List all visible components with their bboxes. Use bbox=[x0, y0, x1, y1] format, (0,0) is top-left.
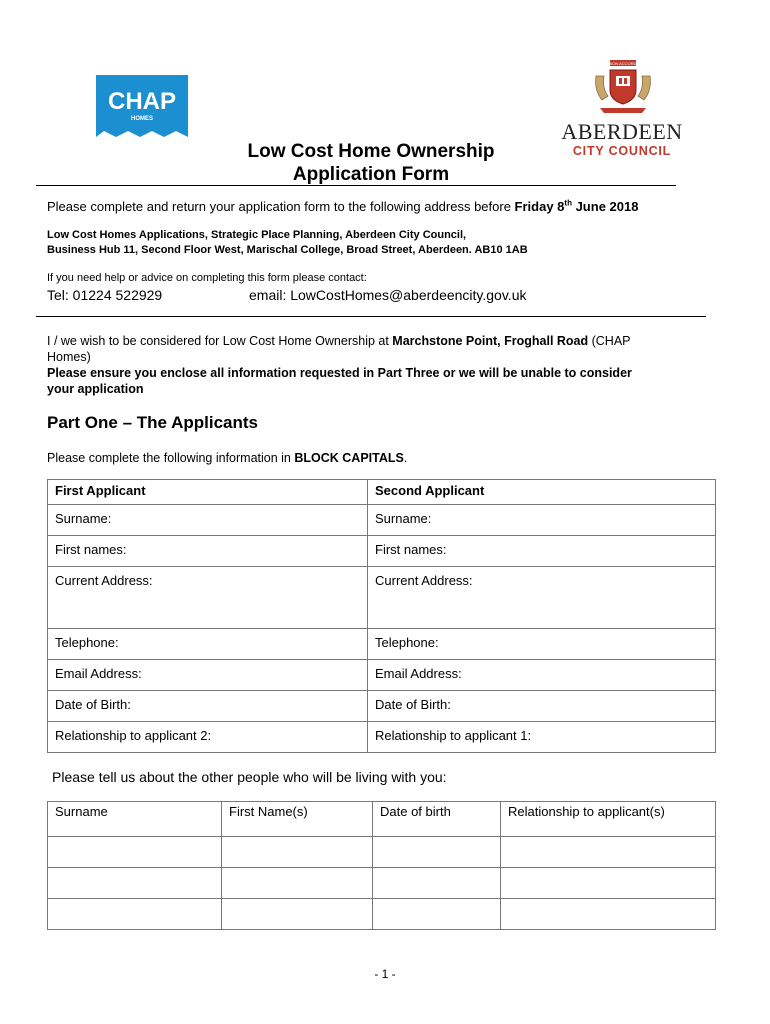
wish-statement bbox=[47, 333, 727, 397]
intro-paragraph bbox=[47, 199, 638, 215]
form-title-line-2: Application Form bbox=[292, 164, 450, 185]
address-line-2: Business Hub 11, Second Floor West, Marischal College, Broad Street, Aberdeen. AB10 1AB bbox=[47, 244, 528, 256]
second-applicant-telephone-field[interactable]: Telephone: bbox=[368, 629, 716, 660]
first-applicant-telephone-field[interactable]: Telephone: bbox=[48, 629, 368, 660]
surname-header: Surname bbox=[48, 802, 222, 837]
wish-text-line-2: Homes) bbox=[47, 350, 91, 364]
contact-email[interactable]: email: LowCostHomes@aberdeencity.gov.uk bbox=[249, 287, 527, 303]
council-subtitle: CITY COUNCIL bbox=[572, 144, 672, 158]
instruction-text: Please complete the following information in bbox=[47, 451, 295, 465]
table-row bbox=[48, 536, 716, 567]
deadline-suffix-sup: th bbox=[564, 198, 572, 208]
occupant-1-first-names-cell[interactable] bbox=[222, 837, 373, 868]
council-crest-icon bbox=[590, 56, 656, 116]
first-applicant-first-names-field[interactable]: First names: bbox=[48, 536, 368, 567]
enclosure-warning-line-2: your application bbox=[47, 382, 144, 396]
occupant-2-relationship-cell[interactable] bbox=[501, 868, 716, 899]
table-header-row bbox=[48, 480, 716, 505]
occupant-2-first-names-cell[interactable] bbox=[222, 868, 373, 899]
intro-text: Please complete and return your application form to the following address before bbox=[47, 199, 515, 214]
occupant-3-relationship-cell[interactable] bbox=[501, 899, 716, 930]
contact-divider bbox=[36, 316, 706, 317]
development-location: Marchstone Point, Froghall Road bbox=[392, 334, 589, 348]
other-occupants-table bbox=[47, 801, 716, 930]
occupant-2-dob-cell[interactable] bbox=[373, 868, 501, 899]
occupant-1-relationship-cell[interactable] bbox=[501, 837, 716, 868]
instruction-end: . bbox=[403, 451, 408, 465]
table-row bbox=[48, 629, 716, 660]
form-title-line-1: Low Cost Home Ownership bbox=[247, 141, 495, 162]
page-number: - 1 - bbox=[374, 967, 396, 981]
table-row bbox=[48, 868, 716, 899]
part-one-heading: Part One – The Applicants bbox=[47, 413, 258, 432]
table-row bbox=[48, 691, 716, 722]
address-line-1: Low Cost Homes Applications, Strategic Place Planning, Aberdeen City Council, bbox=[47, 229, 467, 241]
form-title bbox=[196, 140, 546, 186]
table-row bbox=[48, 837, 716, 868]
first-applicant-dob-field[interactable]: Date of Birth: bbox=[48, 691, 368, 722]
deadline-date: Friday 8 bbox=[514, 199, 565, 214]
wish-text-cont: (CHAP bbox=[588, 334, 631, 348]
relationship-header: Relationship to applicant(s) bbox=[501, 802, 716, 837]
second-applicant-email-field[interactable]: Email Address: bbox=[368, 660, 716, 691]
second-applicant-header: Second Applicant bbox=[368, 480, 716, 505]
second-applicant-relationship-field[interactable]: Relationship to applicant 1: bbox=[368, 722, 716, 753]
aberdeen-city-council-logo bbox=[554, 56, 690, 160]
table-row bbox=[48, 660, 716, 691]
chap-logo-text: CHAP bbox=[107, 88, 177, 115]
deadline-month-year: June 2018 bbox=[571, 199, 639, 214]
first-applicant-email-field[interactable]: Email Address: bbox=[48, 660, 368, 691]
other-occupants-intro: Please tell us about the other people who will be living with you: bbox=[52, 769, 447, 785]
occupant-3-first-names-cell[interactable] bbox=[222, 899, 373, 930]
second-applicant-first-names-field[interactable]: First names: bbox=[368, 536, 716, 567]
chap-logo-subtext: HOMES bbox=[130, 116, 154, 122]
instruction-emphasis: BLOCK CAPITALS bbox=[294, 451, 404, 465]
occupant-1-dob-cell[interactable] bbox=[373, 837, 501, 868]
occupant-1-surname-cell[interactable] bbox=[48, 837, 222, 868]
first-applicant-relationship-field[interactable]: Relationship to applicant 2: bbox=[48, 722, 368, 753]
crest-motto: BON ACCORD bbox=[609, 61, 637, 66]
block-capitals-instruction bbox=[47, 450, 407, 466]
occupant-3-surname-cell[interactable] bbox=[48, 899, 222, 930]
title-divider bbox=[36, 185, 676, 186]
help-text: If you need help or advice on completing this form please contact: bbox=[47, 272, 367, 284]
table-row bbox=[48, 722, 716, 753]
table-row bbox=[48, 567, 716, 629]
second-applicant-address-field[interactable]: Current Address: bbox=[368, 567, 716, 629]
council-name: ABERDEEN bbox=[561, 119, 683, 144]
table-header-row bbox=[48, 802, 716, 837]
first-applicant-surname-field[interactable]: Surname: bbox=[48, 505, 368, 536]
wish-text: I / we wish to be considered for Low Cost Home Ownership at bbox=[47, 334, 393, 348]
occupant-3-dob-cell[interactable] bbox=[373, 899, 501, 930]
contact-telephone: Tel: 01224 522929 bbox=[47, 287, 163, 303]
date-of-birth-header: Date of birth bbox=[373, 802, 501, 837]
table-row bbox=[48, 899, 716, 930]
table-row bbox=[48, 505, 716, 536]
chap-homes-logo bbox=[94, 73, 190, 139]
applicants-table bbox=[47, 479, 716, 753]
return-address bbox=[47, 228, 528, 258]
first-names-header: First Name(s) bbox=[222, 802, 373, 837]
second-applicant-dob-field[interactable]: Date of Birth: bbox=[368, 691, 716, 722]
enclosure-warning-line-1: Please ensure you enclose all information requested in Part Three or we will be unable to consider bbox=[47, 366, 632, 380]
second-applicant-surname-field[interactable]: Surname: bbox=[368, 505, 716, 536]
first-applicant-header: First Applicant bbox=[48, 480, 368, 505]
first-applicant-address-field[interactable]: Current Address: bbox=[48, 567, 368, 629]
occupant-2-surname-cell[interactable] bbox=[48, 868, 222, 899]
